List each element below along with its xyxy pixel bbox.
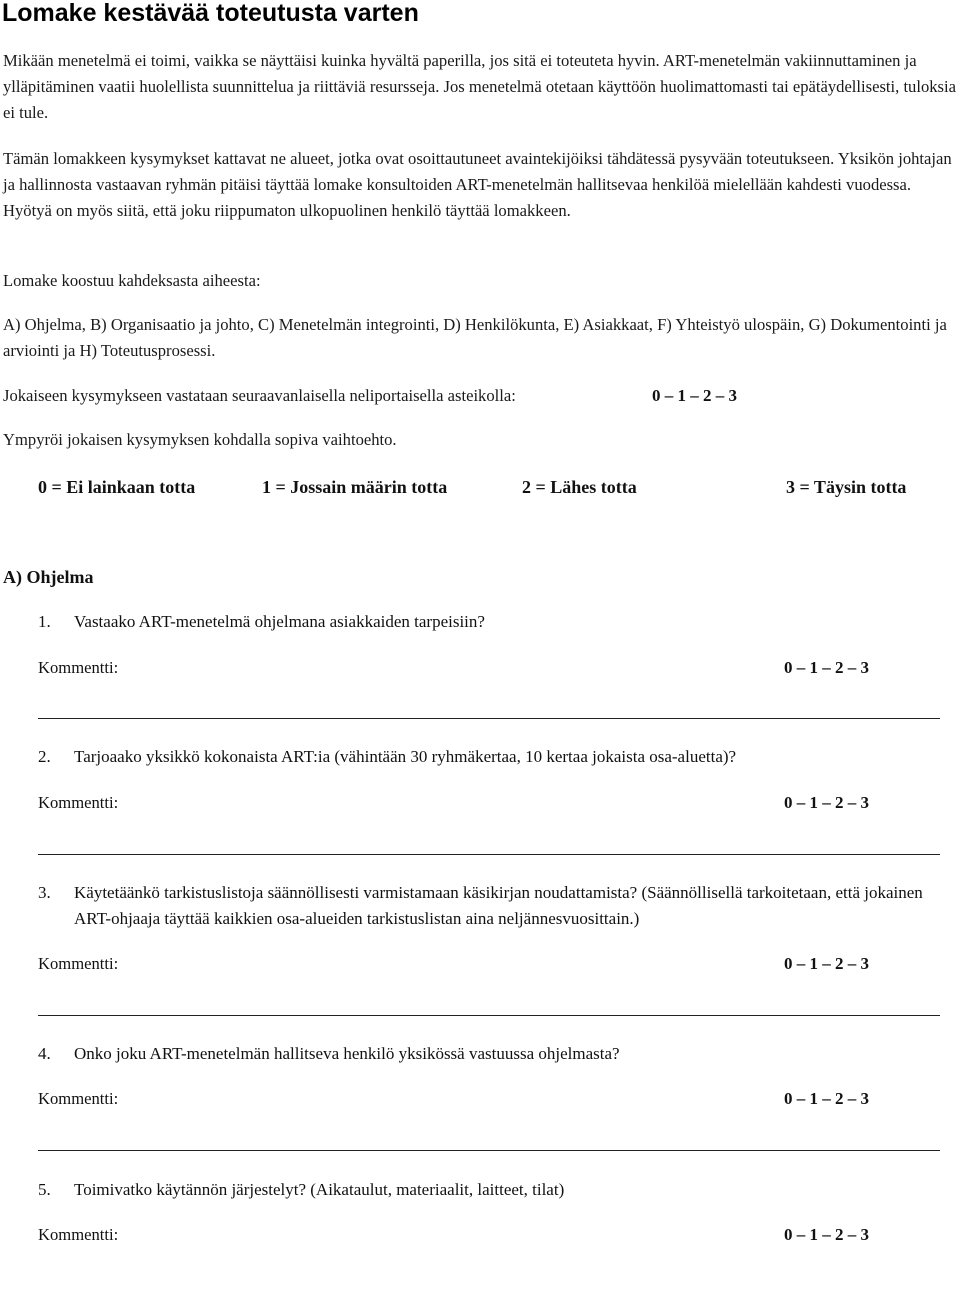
intro-paragraph-1: Mikään menetelmä ei toimi, vaikka se näyttäisi kuinka hyvältä paperilla, jos sitä ei toteuteta hyvin. ART-menetelmän vakiinnuttaminen ja ylläpitäminen vaatii huolellista suunnittelua ja riittäviä resursseja. Jos menetelmä otetaan käyttöön huolimattomasti tai epätäydellisesti, tuloksia ei tule. bbox=[3, 51, 956, 122]
topics-heading: Lomake koostuu kahdeksasta aiheesta: bbox=[3, 271, 261, 290]
question-text: Vastaako ART-menetelmä ohjelmana asiakkaiden tarpeisiin? bbox=[74, 612, 485, 631]
comment-label-4: Kommentti: bbox=[38, 1089, 119, 1108]
question-number: 1. bbox=[38, 612, 51, 631]
question-text: Onko joku ART-menetelmän hallitseva henkilö yksikössä vastuussa ohjelmasta? bbox=[74, 1044, 620, 1063]
comment-label-2: Kommentti: bbox=[38, 793, 119, 812]
question-number: 2. bbox=[38, 747, 51, 766]
comment-line-3[interactable] bbox=[38, 1015, 940, 1016]
question-4 bbox=[38, 1041, 958, 1067]
scale-instruction: Jokaiseen kysymykseen vastataan seuraavanlaisella neliportaisella asteikolla: bbox=[3, 386, 516, 405]
comment-label-3: Kommentti: bbox=[38, 954, 119, 973]
legend-2: 2 = Lähes totta bbox=[522, 477, 637, 497]
score-options-4[interactable]: 0 – 1 – 2 – 3 bbox=[784, 1089, 869, 1108]
comment-line-4[interactable] bbox=[38, 1150, 940, 1151]
comment-label-5: Kommentti: bbox=[38, 1225, 119, 1244]
question-text: Tarjoaako yksikkö kokonaista ART:ia (vähintään 30 ryhmäkertaa, 10 kertaa jokaista osa-aluetta)? bbox=[74, 747, 737, 766]
comment-label-1: Kommentti: bbox=[38, 658, 119, 677]
legend-1: 1 = Jossain määrin totta bbox=[262, 477, 448, 497]
legend-0: 0 = Ei lainkaan totta bbox=[38, 477, 196, 497]
question-number: 4. bbox=[38, 1044, 51, 1063]
question-text: Toimivatko käytännön järjestelyt? (Aikataulut, materiaalit, laitteet, tilat) bbox=[74, 1180, 565, 1199]
score-options-2[interactable]: 0 – 1 – 2 – 3 bbox=[784, 793, 869, 812]
question-text: Käytetäänkö tarkistuslistoja säännöllisesti varmistamaan käsikirjan noudattamista? (Säännöllisellä tarkoitetaan, että jokainen ART-ohjaaja täyttää kaikkien osa-alueiden tarkistuslistan aina neljännesvuosittain.) bbox=[74, 883, 923, 928]
score-options-3[interactable]: 0 – 1 – 2 – 3 bbox=[784, 954, 869, 973]
topics-list: A) Ohjelma, B) Organisaatio ja johto, C) Menetelmän integrointi, D) Henkilökunta, E) Asiakkaat, F) Yhteistyö ulospäin, G) Dokumentointi ja arviointi ja H) Toteutusprosessi. bbox=[3, 315, 947, 360]
question-3 bbox=[38, 880, 958, 932]
legend-3: 3 = Täysin totta bbox=[786, 477, 907, 497]
question-number: 3. bbox=[38, 883, 51, 902]
score-options-1[interactable]: 0 – 1 – 2 – 3 bbox=[784, 658, 869, 677]
scale-values: 0 – 1 – 2 – 3 bbox=[652, 386, 737, 405]
section-title: A) Ohjelma bbox=[3, 567, 94, 587]
page-title: Lomake kestävää toteutusta varten bbox=[2, 0, 419, 27]
question-5 bbox=[38, 1177, 958, 1203]
circle-instruction: Ympyröi jokaisen kysymyksen kohdalla sopiva vaihtoehto. bbox=[3, 430, 397, 449]
score-options-5[interactable]: 0 – 1 – 2 – 3 bbox=[784, 1225, 869, 1244]
intro-paragraph-2: Tämän lomakkeen kysymykset kattavat ne alueet, jotka ovat osoittautuneet avaintekijöiksi tähdätessä pysyvään toteutukseen. Yksikön johtajan ja hallinnosta vastaavan ryhmän pitäisi täyttää lomake konsultoiden ART-menetelmän hallitsevaa henkilöä mielellään kahdesti vuodessa. Hyötyä on myös siitä, että joku riippumaton ulkopuolinen henkilö täyttää lomakkeen. bbox=[3, 149, 952, 220]
question-1 bbox=[38, 609, 958, 635]
question-number: 5. bbox=[38, 1180, 51, 1199]
comment-line-1[interactable] bbox=[38, 718, 940, 719]
comment-line-2[interactable] bbox=[38, 854, 940, 855]
question-2 bbox=[38, 744, 958, 770]
